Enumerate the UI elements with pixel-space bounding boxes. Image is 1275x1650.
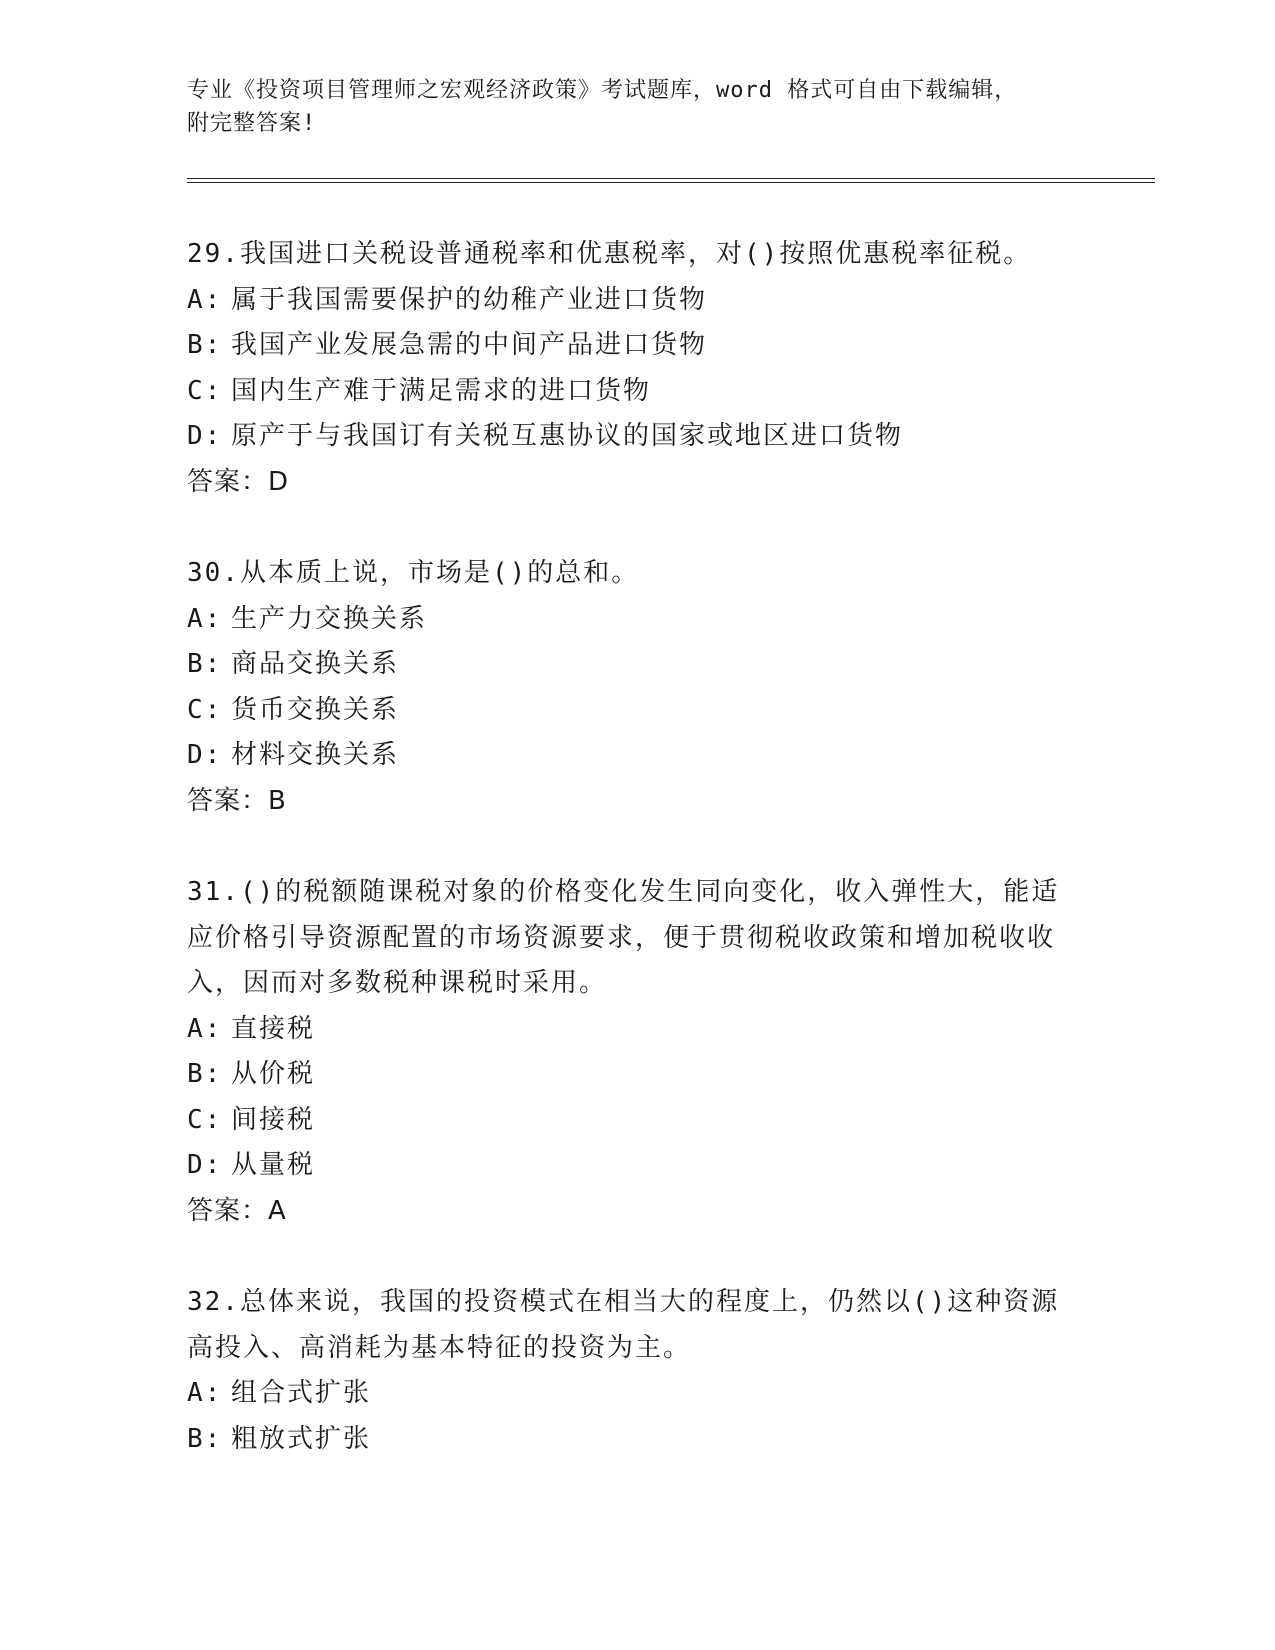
option-letter: D:: [187, 740, 223, 770]
option-text: 货币交换关系: [231, 694, 400, 725]
option-b: [187, 1052, 1087, 1098]
option-d: [187, 1143, 1087, 1189]
option-c: [187, 688, 1087, 734]
question-31: [187, 870, 1087, 1234]
option-a: [187, 1007, 1087, 1053]
question-30: [187, 551, 1087, 824]
option-text: 直接税: [231, 1013, 316, 1044]
header-line-2: 附完整答案!: [187, 111, 317, 136]
option-d: [187, 414, 1087, 460]
option-text: 粗放式扩张: [231, 1423, 372, 1454]
option-letter: C:: [187, 1104, 223, 1135]
option-letter: B:: [187, 1423, 223, 1454]
option-letter: A:: [187, 1013, 223, 1044]
header-divider: [187, 178, 1155, 183]
option-letter: C:: [187, 694, 223, 725]
option-letter: B:: [187, 649, 223, 679]
option-text: 从量税: [231, 1150, 316, 1180]
option-letter: B:: [187, 1059, 223, 1089]
document-header: [187, 74, 1087, 140]
option-a: [187, 1371, 1087, 1417]
option-c: [187, 1098, 1087, 1144]
option-letter: C:: [187, 375, 223, 406]
option-text: 我国产业发展急需的中间产品进口货物: [231, 330, 708, 360]
option-b: [187, 323, 1087, 369]
question-text: 30.从本质上说，市场是()的总和。: [187, 558, 640, 588]
option-a: [187, 597, 1087, 643]
option-text: 间接税: [231, 1104, 316, 1135]
option-text: 属于我国需要保护的幼稚产业进口货物: [231, 284, 708, 315]
option-text: 材料交换关系: [231, 740, 400, 770]
answer: 答案：B: [187, 785, 287, 816]
option-text: 从价税: [231, 1059, 316, 1089]
answer: 答案：A: [187, 1195, 287, 1226]
option-a: [187, 278, 1087, 324]
option-b: [187, 642, 1087, 688]
option-text: 组合式扩张: [231, 1378, 372, 1408]
option-text: 生产力交换关系: [231, 603, 428, 634]
option-d: [187, 733, 1087, 779]
option-text: 商品交换关系: [231, 649, 400, 679]
question-text: 32.总体来说，我国的投资模式在相当大的程度上，仍然以()这种资源高投入、高消耗为基本特征的投资为主。: [187, 1287, 1060, 1363]
option-c: [187, 369, 1087, 415]
question-text: 29.我国进口关税设普通税率和优惠税率，对()按照优惠税率征税。: [187, 239, 1032, 269]
question-32: [187, 1280, 1087, 1462]
option-text: 国内生产难于满足需求的进口货物: [231, 375, 652, 406]
answer: 答案：D: [187, 466, 290, 497]
question-text: 31.()的税额随课税对象的价格变化发生同向变化，收入弹性大，能适应价格引导资源配置的市场资源要求，便于贯彻税收政策和增加税收收入，因而对多数税种课税时采用。: [187, 877, 1060, 998]
option-letter: A:: [187, 603, 223, 634]
option-b: [187, 1417, 1087, 1463]
question-29: [187, 232, 1087, 505]
option-letter: D:: [187, 1150, 223, 1180]
option-letter: D:: [187, 421, 223, 451]
option-letter: B:: [187, 330, 223, 360]
option-text: 原产于与我国订有关税互惠协议的国家或地区进口货物: [231, 421, 904, 451]
option-letter: A:: [187, 1378, 223, 1408]
question-list: [187, 232, 1087, 1508]
header-line-1: 专业《投资项目管理师之宏观经济政策》考试题库，word 格式可自由下载编辑，: [187, 78, 1018, 103]
option-letter: A:: [187, 284, 223, 315]
